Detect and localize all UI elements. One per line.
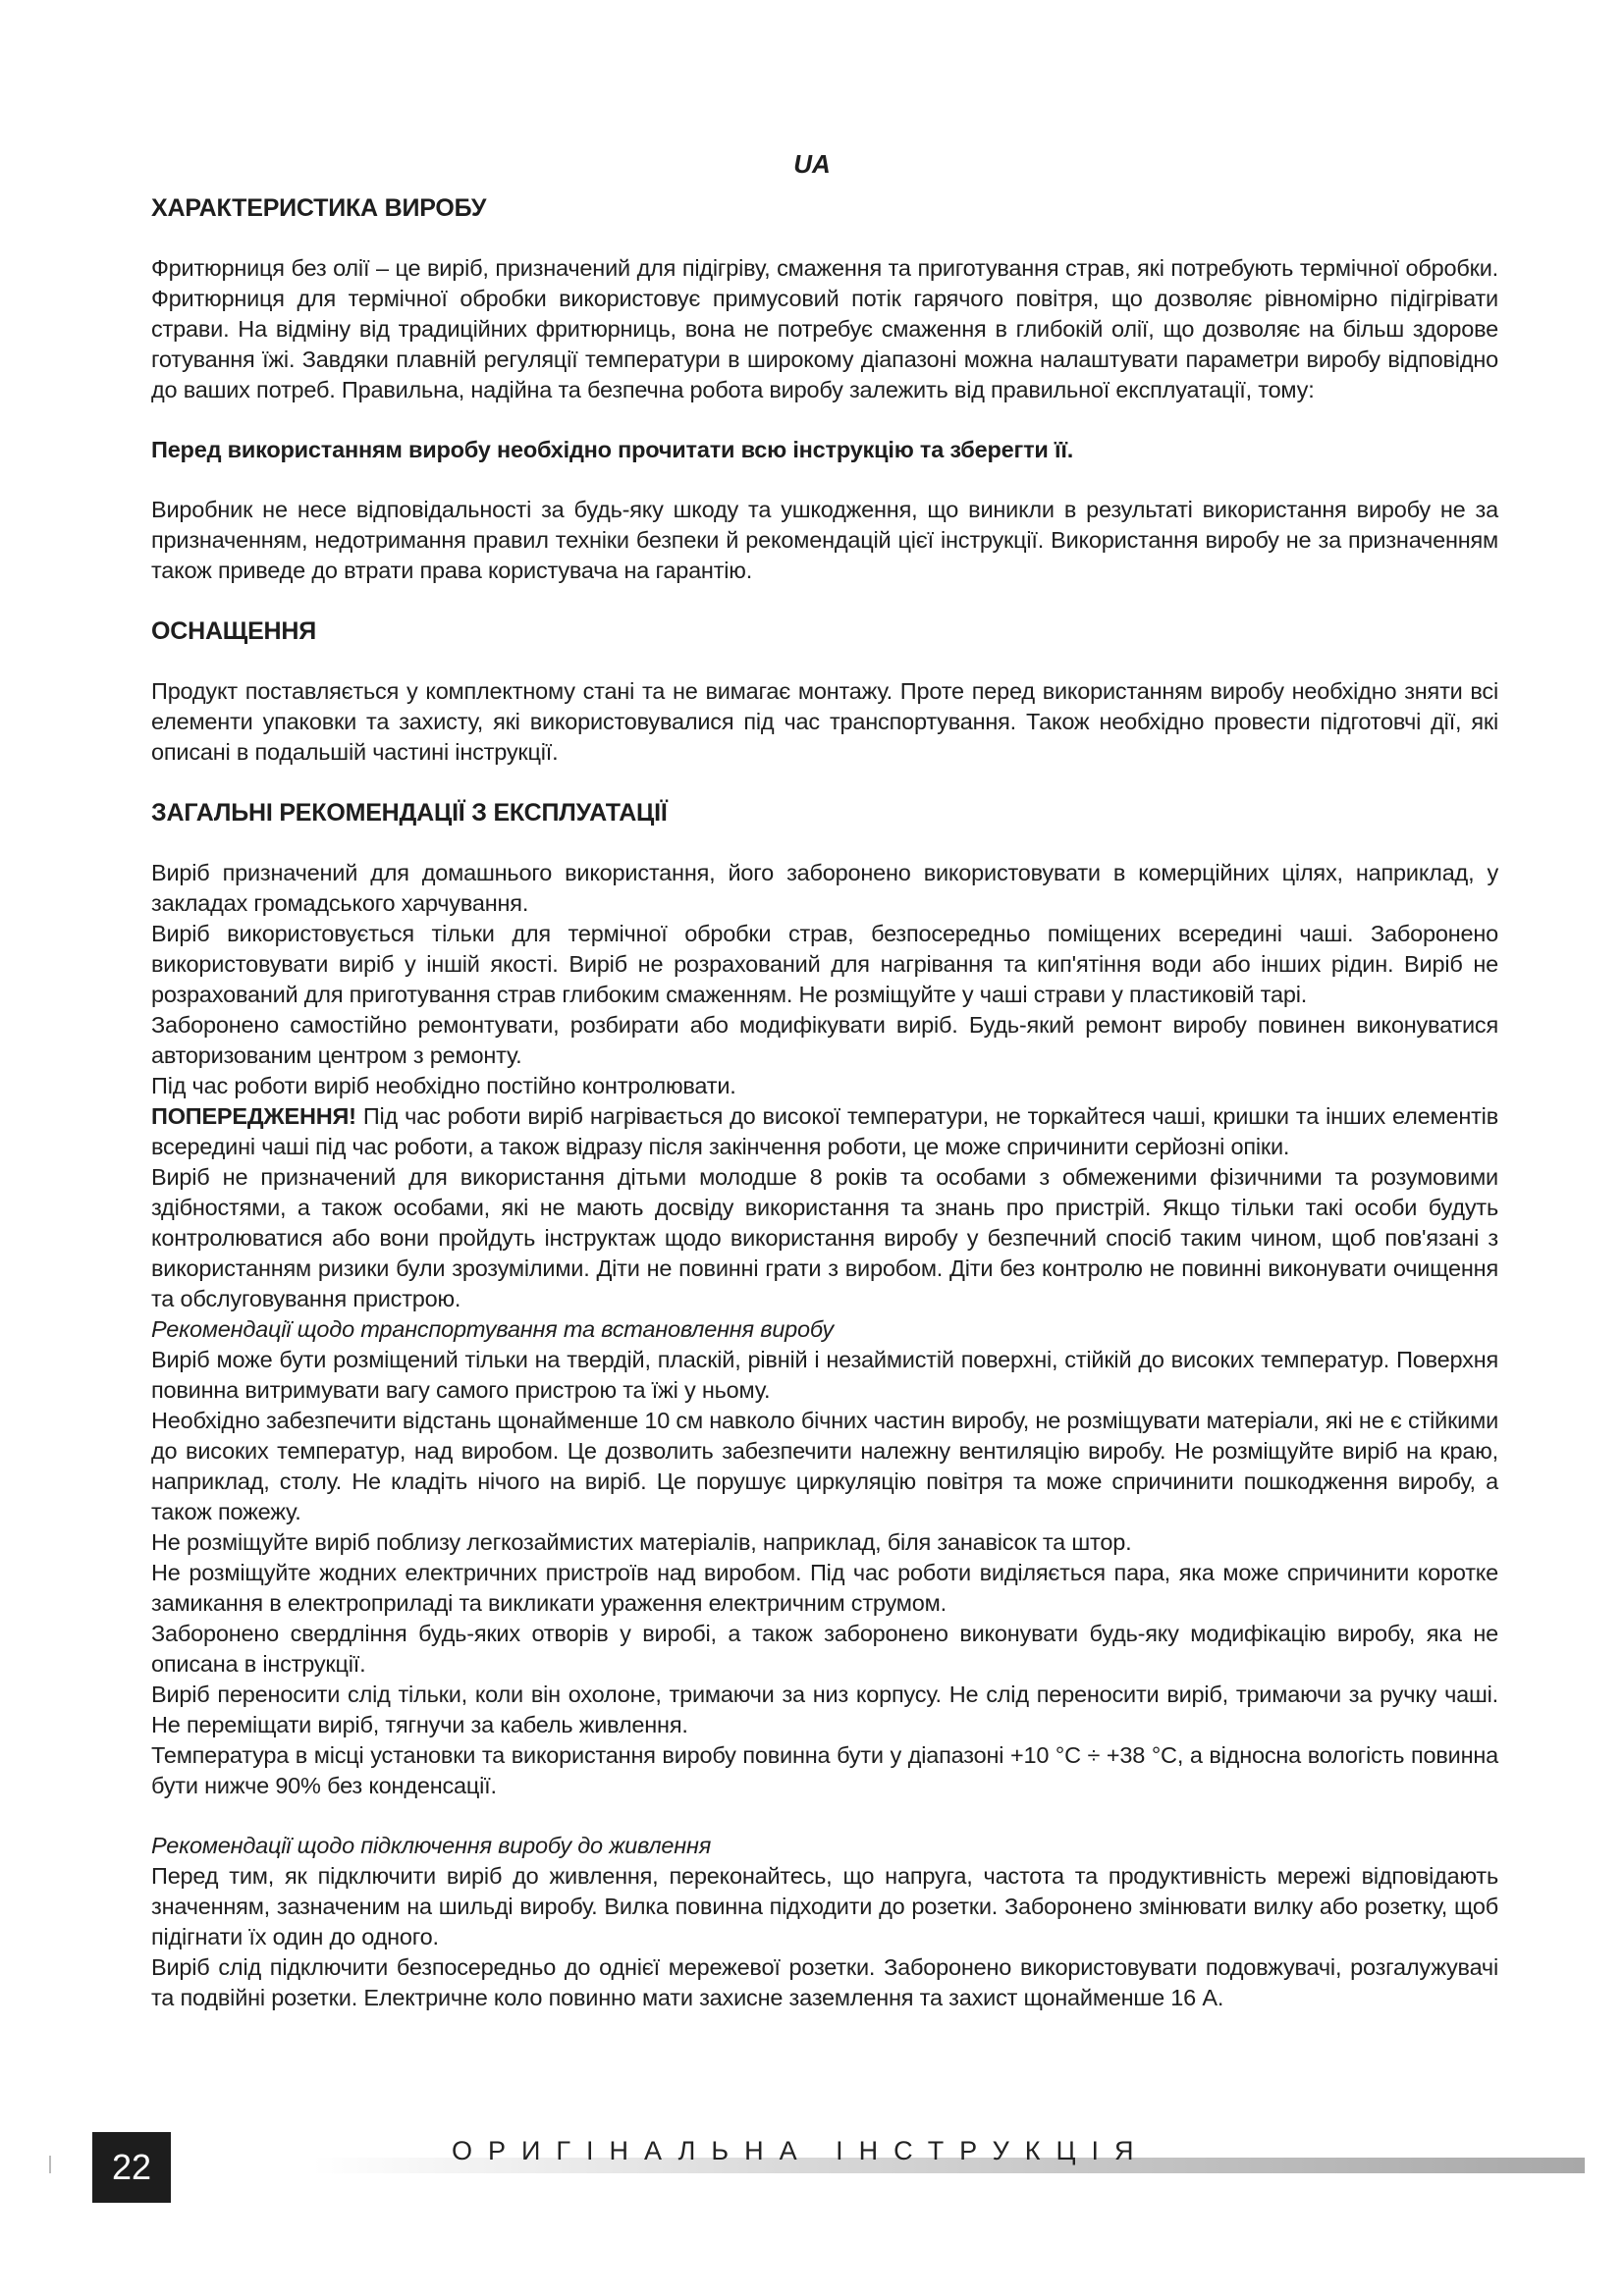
section-title-general: ЗАГАЛЬНІ РЕКОМЕНДАЦІЇ З ЕКСПЛУАТАЦІЇ (151, 799, 668, 827)
read-instructions-note: Перед використанням виробу необхідно прочитати всю інструкцію та зберегти її. (151, 437, 1074, 462)
general-paragraph: Температура в місці установки та використання виробу повинна бути у діапазоні +10 °C ÷ +38 °C, а відносна вологість повинна бути нижче 90% без конденсації. (151, 1742, 1498, 1798)
liability-paragraph: Виробник не несе відповідальності за будь-яку шкоду та ушкодження, що виникли в результаті використання виробу не за призначенням, недотримання правил техніки безпеки й рекомендацій цієї інструкції. Використання виробу не за призначенням також приведе до втрати права користувача на гарантію. (151, 497, 1498, 583)
equipment-paragraph: Продукт поставляється у комплектному стані та не вимагає монтажу. Проте перед використанням виробу необхідно зняти всі елементи упаковки та захисту, які використовувалися під час транспортування. Також необхідно провести підготовчі дії, які описані в подальшій частині інструкції. (151, 678, 1498, 765)
general-paragraph: Заборонено свердління будь-яких отворів у виробі, а також заборонено виконувати будь-яку модифікацію виробу, яка не описана в інструкції. (151, 1621, 1498, 1677)
section-title-characteristics: ХАРАКТЕРИСТИКА ВИРОБУ (151, 194, 487, 222)
footer-title: ОРИГІНАЛЬНА ІНСТРУКЦІЯ (452, 2136, 1150, 2165)
page-content (151, 192, 1498, 2013)
warning-paragraph (151, 1101, 1498, 1162)
general-paragraph: Виріб може бути розміщений тільки на твердій, пласкій, рівній і незаймистій поверхні, стійкій до високих температур. Поверхня повинна витримувати вагу самого пристрою та їжі у ньому. (151, 1347, 1498, 1403)
warning-label: ПОПЕРЕДЖЕННЯ! (151, 1103, 356, 1129)
characteristics-paragraph: Фритюрниця без олії – це виріб, призначений для підігріву, смаження та приготування страв, які потребують термічної обробки. Фритюрниця для термічної обробки використовує примусовий потік гарячого повітря, що дозволяє рівномірно підігрівати страви. На відміну від традиційних фритюрниць, вона не потребує смаження в глибокій олії, що дозволяє на більш здорове готування їжі. Завдяки плавній регуляції температури в широкому діапазоні можна налаштувати параметри виробу відповідно до ваших потреб. Правильна, надійна та безпечна робота виробу залежить від правильної експлуатації, тому: (151, 255, 1498, 402)
section-title-equipment: ОСНАЩЕННЯ (151, 617, 317, 645)
general-paragraph: Виріб не призначений для використання дітьми молодше 8 років та особами з обмеженими фізичними та розумовими здібностями, а також особами, які не мають досвіду використання та знань про пристрій. Якщо тільки такі особи будуть контролюватися або вони пройдуть інструктаж щодо використання виробу у безпечний спосіб таким чином, щоб пов'язані з використанням ризики були зрозумілими. Діти не повинні грати з виробом. Діти без контролю не повинні виконувати очищення та обслуговування пристрою. (151, 1164, 1498, 1311)
language-code: UA (793, 149, 831, 179)
general-paragraph: Під час роботи виріб необхідно постійно контролювати. (151, 1073, 736, 1098)
general-paragraph: Не розміщуйте жодних електричних пристроїв над виробом. Під час роботи виділяється пара, яка може спричинити коротке замикання в електроприладі та викликати ураження електричним струмом. (151, 1560, 1498, 1616)
edge-mark (49, 2156, 51, 2173)
subheading-transport: Рекомендації щодо транспортування та встановлення виробу (151, 1316, 834, 1342)
subheading-power: Рекомендації щодо підключення виробу до живлення (151, 1833, 712, 1858)
warning-text: Під час роботи виріб нагрівається до високої температури, не торкайтеся чаші, кришки та інших елементів всередині чаші під час роботи, а також відразу після закінчення роботи, це може спричинити серйозні опіки. (151, 1103, 1498, 1159)
general-paragraph: Необхідно забезпечити відстань щонайменше 10 см навколо бічних частин виробу, не розміщувати матеріали, які не є стійкими до високих температур, над виробом. Це дозволить забезпечити належну вентиляцію виробу. Не розміщуйте виріб на краю, наприклад, столу. Не кладіть нічого на виріб. Це порушує циркуляцію повітря та може спричинити пошкодження виробу, а також пожежу. (151, 1408, 1498, 1524)
general-paragraph: Не розміщуйте виріб поблизу легкозаймистих матеріалів, наприклад, біля занавісок та штор. (151, 1529, 1132, 1555)
general-paragraph: Заборонено самостійно ремонтувати, розбирати або модифікувати виріб. Будь-який ремонт виробу повинен виконуватися авторизованим центром з ремонту. (151, 1012, 1498, 1068)
general-paragraph: Виріб призначений для домашнього використання, його заборонено використовувати в комерційних цілях, наприклад, у закладах громадського харчування. (151, 860, 1498, 916)
general-paragraph: Виріб слід підключити безпосередньо до однієї мережевої розетки. Заборонено використовувати подовжувачі, розгалужувачі та подвійні розетки. Електричне коло повинно мати захисне заземлення та захист щонайменше 16 А. (151, 1954, 1498, 2010)
general-paragraph: Виріб переносити слід тільки, коли він охолоне, тримаючи за низ корпусу. Не слід переносити виріб, тримаючи за ручку чаші. Не переміщати виріб, тягнучи за кабель живлення. (151, 1682, 1498, 1737)
general-paragraph: Виріб використовується тільки для термічної обробки страв, безпосередньо поміщених всередині чаші. Заборонено використовувати виріб у іншій якості. Виріб не розрахований для нагрівання та кип'ятіння води або інших рідин. Виріб не розрахований для приготування страв глибоким смаженням. Не розміщуйте у чаші страви у пластиковій тарі. (151, 921, 1498, 1007)
page-number: 22 (92, 2132, 171, 2203)
general-paragraph: Перед тим, як підключити виріб до живлення, переконайтесь, що напруга, частота та продуктивність мережі відповідають значенням, зазначеним на шильді виробу. Вилка повинна підходити до розетки. Заборонено змінювати вилку або розетку, щоб підігнати їх один до одного. (151, 1863, 1498, 1949)
